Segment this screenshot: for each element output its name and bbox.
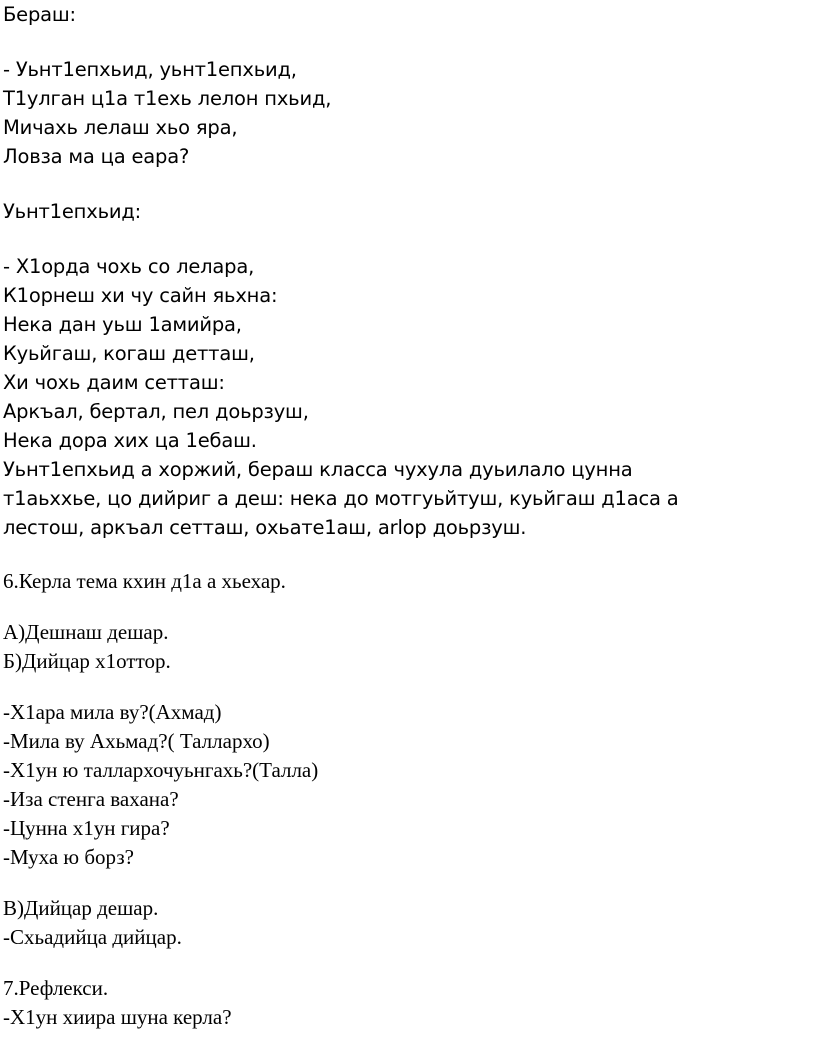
question-line: -Цунна х1ун гира? <box>3 816 170 840</box>
question-line: -Х1ун ю таллархочуьнгахь?(Талла) <box>3 758 319 782</box>
poem-line: К1орнеш хи чу сайн яьхна: <box>3 284 278 307</box>
poem-line: Хи чохь даим сетташ: <box>3 371 225 394</box>
spacer <box>3 171 816 197</box>
question-line: -Х1ара мила ву?(Ахмад) <box>3 700 222 724</box>
spacer <box>3 872 816 894</box>
poem-line: Т1улган ц1а т1ехь лелон пхьид, <box>3 87 332 110</box>
poem-line: - Х1орда чохь со лелара, <box>3 255 255 278</box>
section-heading-turtle: Уьнт1епхьид: <box>3 200 141 223</box>
paragraph-line: лестош, аркъал сетташ, охьате1аш, arlop доьрзуш. <box>3 516 527 539</box>
spacer <box>3 29 816 55</box>
spacer <box>3 952 816 974</box>
spacer <box>3 596 816 618</box>
poem-line: Нека дан уьш 1амийра, <box>3 313 242 336</box>
poem-line: Нека дора хих ца 1ебаш. <box>3 429 257 452</box>
question-line: -Иза стенга вахана? <box>3 787 179 811</box>
section-heading-new-topic: 6.Керла тема кхин д1а а хьехар. <box>3 569 286 593</box>
poem-line: - Уьнт1епхьид, уьнт1епхьид, <box>3 58 297 81</box>
subsection-reading-words: А)Дешнаш дешар. <box>3 620 169 644</box>
question-line: -Муха ю борз? <box>3 845 134 869</box>
subsection-story-reading: В)Дийцар дешар. <box>3 896 159 920</box>
spacer <box>3 676 816 698</box>
instruction-line: -Схьадийца дийцар. <box>3 925 182 949</box>
question-line: -Мила ву Ахьмад?( Таллархо) <box>3 729 270 753</box>
paragraph-line: Уьнт1епхьид а хоржий, бераш класса чухула дуьилало цунна <box>3 458 633 481</box>
spacer <box>3 226 816 252</box>
poem-line: Ловза ма ца еара? <box>3 145 190 168</box>
section-heading-children: Бераш: <box>3 3 76 26</box>
poem-line: Мичахь лелаш хьо яра, <box>3 116 238 139</box>
poem-line: Куьйгаш, когаш детташ, <box>3 342 255 365</box>
poem-line: Аркъал, бертал, пел доьрзуш, <box>3 400 309 423</box>
paragraph-line: т1аьххье, цо дийриг а деш: нека до мотгуьйтуш, куьйгаш д1аса а <box>3 487 679 510</box>
section-heading-reflection: 7.Рефлекси. <box>3 976 109 1000</box>
question-line: -Х1ун хиира шуна керла? <box>3 1005 232 1029</box>
subsection-story-building: Б)Дийцар х1оттор. <box>3 649 171 673</box>
spacer <box>3 542 816 567</box>
